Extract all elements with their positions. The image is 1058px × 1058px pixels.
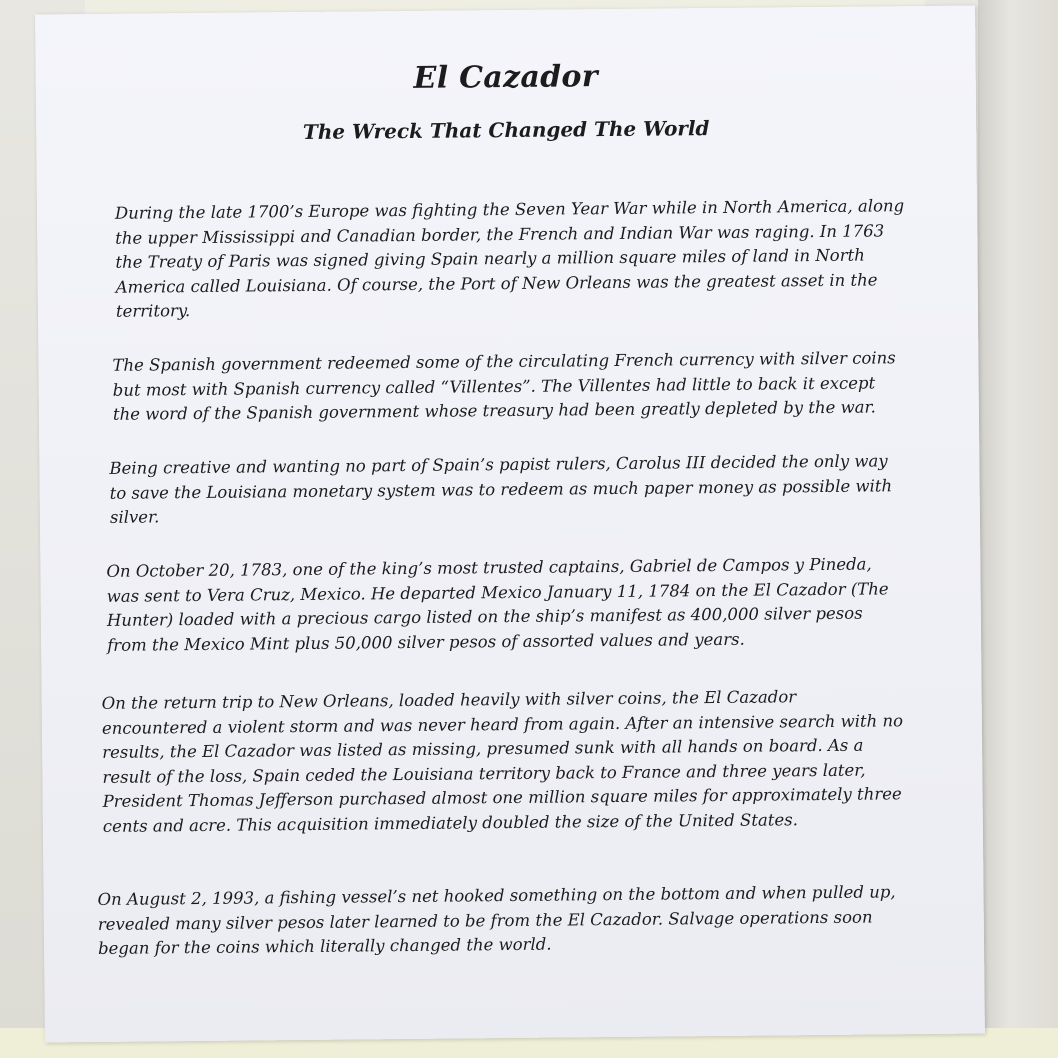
document-title: El Cazador [413,59,599,96]
document-sheet [35,6,985,1043]
paragraph-3: Being creative and wanting no part of Spain’s papist rulers, Carolus III decided the only way to save the Louisiana monetary system was to redeem as much paper money as possible with silver. [109,451,893,527]
paragraph-2: The Spanish government redeemed some of the circulating French currency with silver coins but most with Spanish currency called “Villentes”. The Villentes had little to back it except the word of the Spanish government whose treasury had been greatly depleted by the war. [112,348,896,424]
paragraph-1: During the late 1700’s Europe was fighting the Seven Year War while in North America, along the upper Mississippi and Canadian border, the French and Indian War was raging. In 1763 the Treaty of Paris was signed giving Spain nearly a million square miles of land in North America called Louisiana. Of course, the Port of New Orleans was the greatest asset in the territory. [114,196,905,321]
document-subtitle: The Wreck That Changed The World [302,116,710,144]
backing-card-right [978,0,1058,1058]
paragraph-6: On August 2, 1993, a fishing vessel’s net hooked something on the bottom and when pulled up, revealed many silver pesos later learned to be from the El Cazador. Salvage operations soon began for the coins which literally changed the world. [97,882,896,958]
paragraph-5: On the return trip to New Orleans, loaded heavily with silver coins, the El Cazador encountered a violent storm and was never heard from again. After an intensive search with no results, the El Cazador was listed as missing, presumed sunk with all hands on board. As a result of the loss, Spain ceded the Louisiana territory back to France and three years later, President Thomas Jefferson purchased almost one million square miles for approximately three cents and acre. This acquisition immediately doubled the size of the United States. [101,687,904,836]
paragraph-4: On October 20, 1783, one of the king’s most trusted captains, Gabriel de Campos y Pineda, was sent to Vera Cruz, Mexico. He departed Mexico January 11, 1784 on the El Cazador (The Hunter) loaded with a precious cargo listed on the ship’s manifest as 400,000 silver pesos from the Mexico Mint plus 50,000 silver pesos of assorted values and years. [106,554,889,655]
